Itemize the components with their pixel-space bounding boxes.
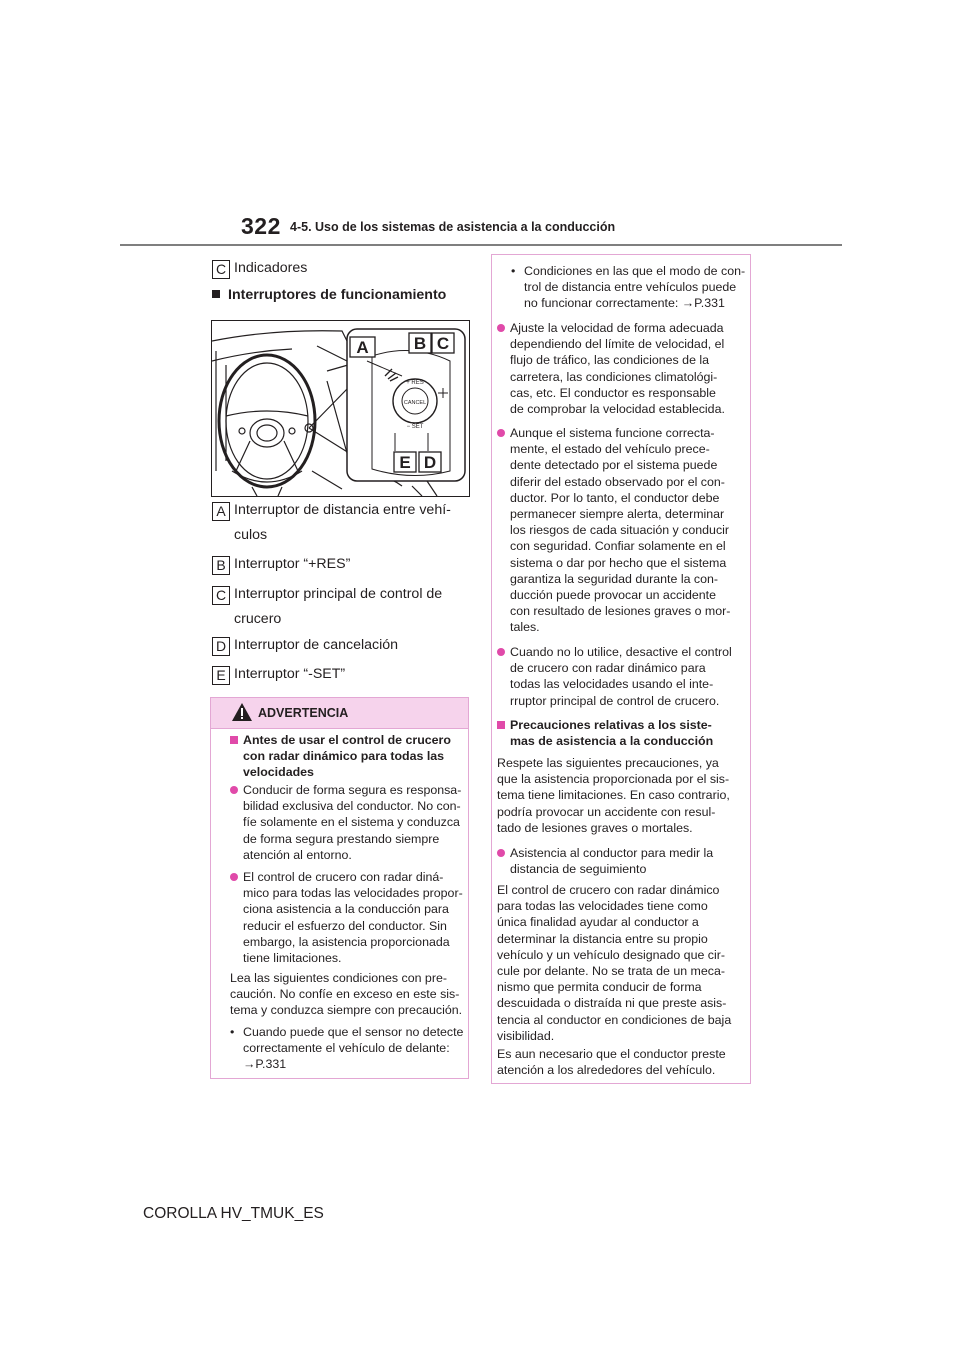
- line: ductor. Por lo tanto, el conductor debe: [510, 490, 720, 505]
- line: sistema o dar por hecho que el sistema: [510, 555, 727, 570]
- line: los riesgos de cada situación y conducir: [510, 523, 730, 538]
- warning-box: [210, 697, 469, 1079]
- line: tado de lesiones graves o mortales.: [497, 820, 693, 835]
- switches-heading: [212, 287, 446, 303]
- switch-item-b: [212, 552, 467, 577]
- pink-dot-bullet-icon: [497, 648, 505, 656]
- pink-square-bullet-icon: [497, 721, 505, 729]
- line: con resultado de lesiones graves o mor-: [510, 604, 731, 619]
- figure-label-e: E: [399, 453, 411, 472]
- line: nismo que permita conducir de forma: [497, 980, 702, 995]
- arrow-right-icon: →: [243, 1057, 256, 1072]
- pink-square-bullet-icon: [230, 736, 238, 744]
- arrow-right-icon: →: [681, 296, 695, 311]
- line: Ajuste la velocidad de forma adecuada: [510, 321, 724, 335]
- figure-set-label: − SET: [406, 424, 424, 430]
- switch-item-c: [212, 582, 467, 632]
- line: Precauciones relativas a los siste-: [510, 718, 712, 732]
- right-dash-item: [511, 263, 746, 312]
- line: descuidada o distraída ni que preste asis-: [497, 996, 727, 1011]
- warning-header: [211, 698, 468, 729]
- badge-e: E: [212, 666, 230, 685]
- line: Aunque el sistema funcione correcta-: [510, 426, 715, 440]
- line: tencia al conductor en condiciones de baja: [497, 1012, 732, 1027]
- warning-title: ADVERTENCIA: [258, 706, 349, 720]
- item-line: Interruptor de distancia entre vehí-: [234, 502, 451, 518]
- line: todas las velocidades usando el inte-: [510, 677, 714, 692]
- right-heading: [510, 717, 713, 749]
- line: bilidad exclusiva del conductor. No con-: [243, 799, 461, 814]
- right-bullet-2: [510, 425, 730, 636]
- page-reference[interactable]: [682, 296, 725, 310]
- line: carretera, las condiciones climatológi-: [510, 369, 718, 384]
- right-bullet-1: [510, 320, 725, 417]
- item-line: Interruptor de cancelación: [234, 637, 399, 653]
- page-ref-text: P.331: [255, 1057, 287, 1072]
- steering-wheel-illustration: [212, 321, 469, 496]
- figure-label-a: A: [356, 338, 369, 357]
- right-paragraph-1: [497, 755, 730, 836]
- line-with-reference: [524, 295, 745, 311]
- line: cas, etc. El conductor es responsable: [510, 385, 716, 400]
- line: ciona asistencia a la conducción para: [243, 902, 449, 917]
- line: correctamente el vehículo de delante:: [243, 1041, 450, 1056]
- badge-c: C: [212, 586, 230, 605]
- line: para todas las velocidades tiene como: [497, 899, 708, 914]
- line: dente detectado por el sistema puede: [510, 458, 718, 473]
- line: tiene limitaciones.: [243, 951, 342, 966]
- line: de comprobar la velocidad establecida.: [510, 402, 725, 417]
- line: diferir del estado observado por el con-: [510, 474, 725, 489]
- line: de crucero con radar dinámico para: [510, 661, 706, 676]
- line: Cuando puede que el sensor no detecte: [243, 1025, 464, 1039]
- line: distancia de seguimiento: [510, 862, 647, 877]
- item-label: Indicadores: [234, 260, 308, 276]
- line: Respete las siguientes precauciones, ya: [497, 756, 719, 770]
- pink-dot-bullet-icon: [497, 849, 505, 857]
- pink-dot-bullet-icon: [497, 324, 505, 332]
- line: no funcionar correctamente:: [524, 296, 679, 311]
- right-column-box: [491, 254, 751, 1084]
- warning-paragraph: [230, 970, 462, 1019]
- warning-triangle-icon: [231, 702, 253, 722]
- dash-bullet: •: [230, 1025, 235, 1039]
- square-bullet-icon: [212, 290, 220, 298]
- line: mas de asistencia a la conducción: [510, 734, 714, 749]
- line: tema tiene limitaciones. En caso contrario,: [497, 788, 730, 803]
- page-reference[interactable]: [243, 1056, 463, 1072]
- header-rule: [120, 244, 842, 246]
- pink-dot-bullet-icon: [230, 786, 238, 794]
- figure-label-c: C: [436, 334, 450, 353]
- line: mente, el estado del vehículo prece-: [510, 442, 710, 457]
- line: cule por delante. No se trata de un meca-: [497, 964, 725, 979]
- line: atención a los alrededores del vehículo.: [497, 1063, 716, 1078]
- badge-d: D: [212, 637, 230, 656]
- line: con radar dinámico para todas las: [243, 749, 445, 764]
- line: velocidades: [243, 765, 314, 780]
- line: de forma segura prestando siempre: [243, 831, 440, 846]
- item-line: Interruptor “-SET”: [234, 666, 346, 682]
- line: fíe solamente en el sistema y conduzca: [243, 815, 460, 830]
- line: tema y conduzca siempre con precaución.: [230, 1003, 463, 1018]
- line: dependiendo del límite de velocidad, el: [510, 337, 725, 352]
- line: visibilidad.: [497, 1028, 555, 1043]
- footer-model-code: COROLLA HV_TMUK_ES: [143, 1205, 324, 1222]
- line: determinar la distancia entre su propio: [497, 931, 708, 946]
- line: que la asistencia proporcionada por el sis-: [497, 772, 730, 787]
- warning-bullet-2: [243, 869, 463, 966]
- line: atención al entorno.: [243, 847, 352, 862]
- switches-heading-text: Interruptores de funcionamiento: [228, 287, 447, 303]
- line: El control de crucero con radar diná-: [243, 870, 444, 884]
- line: vehículo y un vehículo designado que cir-: [497, 947, 725, 962]
- switch-item-e: [212, 662, 467, 687]
- figure-label-b: B: [413, 334, 427, 353]
- line: rruptor principal de control de crucero.: [510, 693, 720, 708]
- item-line: culos: [234, 527, 268, 543]
- line: permanecer siempre alerta, determinar: [510, 507, 725, 522]
- line: Antes de usar el control de crucero: [243, 733, 451, 747]
- badge-a: A: [212, 502, 230, 521]
- line: Condiciones en las que el modo de con-: [524, 264, 746, 278]
- item-line: Interruptor “+RES”: [234, 556, 351, 572]
- page-ref-text: P.331: [694, 296, 725, 311]
- badge-b: B: [212, 556, 230, 575]
- line: trol de distancia entre vehículos puede: [524, 280, 737, 295]
- line: Lea las siguientes condiciones con pre-: [230, 971, 447, 985]
- figure-label-d: D: [423, 453, 437, 472]
- right-bullet-3: [510, 644, 732, 709]
- line: tales.: [510, 620, 540, 635]
- line: Conducir de forma segura es responsa-: [243, 783, 462, 797]
- switch-item-d: [212, 633, 467, 658]
- page-number: 322: [241, 213, 281, 239]
- right-bullet-4: [510, 845, 713, 877]
- right-paragraph-2: [497, 882, 731, 1044]
- pink-dot-bullet-icon: [497, 429, 505, 437]
- indicator-item: [212, 256, 467, 281]
- figure-cancel-label: CANCEL: [403, 400, 427, 406]
- right-paragraph-3: [497, 1046, 726, 1078]
- line: El control de crucero con radar dinámico: [497, 883, 720, 897]
- line: mico para todas las velocidades propor-: [243, 886, 463, 901]
- line: Cuando no lo utilice, desactive el control: [510, 645, 732, 659]
- line: Es aun necesario que el conductor preste: [497, 1047, 726, 1061]
- figure-res-label: + RES: [406, 380, 424, 386]
- line: flujo de tráfico, las condiciones de la: [510, 353, 710, 368]
- warning-heading: [243, 732, 451, 781]
- line: embargo, la asistencia proporcionada: [243, 934, 450, 949]
- line: caución. No confíe en exceso en este sis-: [230, 987, 460, 1002]
- item-line: crucero: [234, 611, 282, 627]
- line: garantiza la seguridad durante la con-: [510, 571, 719, 586]
- pink-dot-bullet-icon: [230, 873, 238, 881]
- section-title: 4-5. Uso de los sistemas de asistencia a la conducción: [290, 220, 616, 234]
- switch-item-a: [212, 498, 467, 548]
- warning-bullet-1: [243, 782, 461, 863]
- line: ducción puede provocar un accidente: [510, 588, 716, 603]
- steering-wheel-figure: [211, 320, 470, 497]
- line: con seguridad. Confiar solamente en el: [510, 539, 726, 554]
- line: podría provocar un accidente con resul-: [497, 804, 716, 819]
- warning-dash-item: [230, 1024, 464, 1073]
- item-line: Interruptor principal de control de: [234, 586, 443, 602]
- badge-c: C: [212, 260, 230, 279]
- line: reducir el esfuerzo del conductor. Sin: [243, 918, 447, 933]
- line: Asistencia al conductor para medir la: [510, 846, 714, 860]
- line: única finalidad ayudar al conductor a: [497, 915, 699, 930]
- dash-bullet: •: [511, 264, 516, 278]
